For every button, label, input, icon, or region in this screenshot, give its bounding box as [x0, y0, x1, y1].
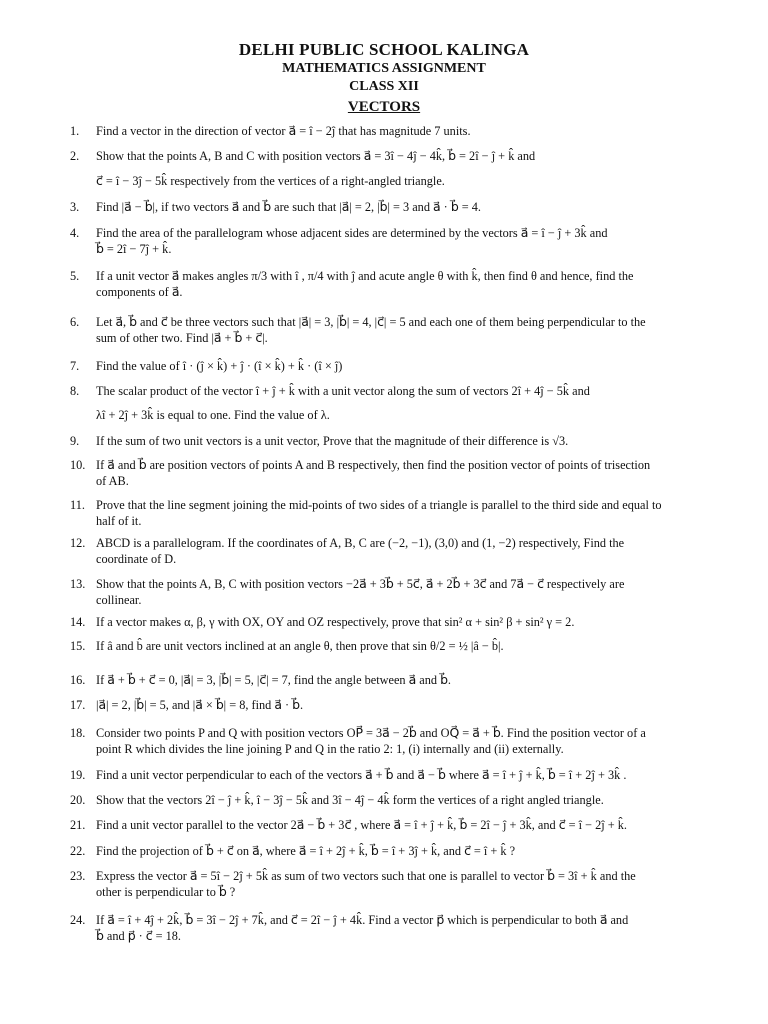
question-line: Find the projection of b⃗ + c⃗ on a⃗, where a⃗ = î + 2ĵ + k̂, b⃗ = î + 3ĵ + k̂, and c⃗ = î + k̂ ?	[96, 844, 516, 858]
question-line: Show that the vectors 2î − ĵ + k̂, î − 3ĵ − 5k̂ and 3î − 4ĵ − 4k̂ form the vertices of a right angled triangle.	[96, 793, 604, 807]
question-number: 6.	[70, 315, 80, 329]
question-line: b⃗ = 2î − 7ĵ + k̂.	[96, 242, 172, 256]
question-line: If a vector makes α, β, γ with OX, OY and OZ respectively, prove that sin² α + sin² β + sin² γ = 2.	[96, 615, 575, 629]
question-text	[96, 725, 694, 757]
question-line: If a⃗ = î + 4ĵ + 2k̂, b⃗ = 3î − 2ĵ + 7k̂, and c⃗ = 2î − ĵ + 4k̂. Find a vector p⃗ which is perpendicular to both a⃗ and	[96, 913, 629, 927]
question-line: Find a unit vector perpendicular to each of the vectors a⃗ + b⃗ and a⃗ − b⃗ where a⃗ = î + ĵ + k̂, b⃗ = î + 2ĵ + 3k̂ .	[96, 768, 627, 782]
question-number: 13.	[70, 577, 86, 591]
question-text	[96, 817, 694, 833]
question-line: collinear.	[96, 593, 142, 607]
question-line: Consider two points P and Q with position vectors OP⃗ = 3a⃗ − 2b⃗ and OQ⃗ = a⃗ + b⃗. Find the position vector of a	[96, 726, 646, 740]
question-line: If the sum of two unit vectors is a unit vector, Prove that the magnitude of their difference is √3.	[96, 434, 569, 448]
question-number: 1.	[70, 124, 80, 138]
question-number: 22.	[70, 844, 86, 858]
question-number: 20.	[70, 793, 86, 807]
question-text	[96, 383, 694, 423]
question-text	[96, 912, 694, 944]
question-number: 4.	[70, 226, 80, 240]
question-number: 18.	[70, 726, 86, 740]
question-number: 12.	[70, 536, 86, 550]
question-text	[96, 457, 694, 489]
question-line: |a⃗| = 2, |b⃗| = 5, and |a⃗ × b⃗| = 8, find a⃗ · b⃗.	[96, 698, 304, 712]
question-number: 17.	[70, 698, 86, 712]
question-text	[96, 697, 694, 713]
question-number: 2.	[70, 149, 80, 163]
question-text	[96, 433, 694, 449]
question-number: 15.	[70, 639, 86, 653]
question-line: Prove that the line segment joining the mid-points of two sides of a triangle is parallel to the third side and equal to	[96, 498, 662, 512]
question-line: The scalar product of the vector î + ĵ + k̂ with a unit vector along the sum of vectors 2î + 4ĵ − 5k̂ and	[96, 384, 590, 398]
question-number: 23.	[70, 869, 86, 883]
question-number: 7.	[70, 359, 80, 373]
question-text	[96, 268, 694, 300]
question-text	[96, 638, 694, 654]
topic-title: VECTORS	[347, 99, 421, 115]
question-text	[96, 497, 694, 529]
question-text	[96, 614, 694, 630]
question-line: ABCD is a parallelogram. If the coordinates of A, B, C are (−2, −1), (3,0) and (1, −2) respectively, Find the	[96, 536, 625, 550]
question-line: c⃗ = î − 3ĵ − 5k̂ respectively from the vertices of a right-angled triangle.	[96, 174, 445, 188]
question-text	[96, 358, 694, 374]
question-number: 16.	[70, 673, 86, 687]
question-line: half of it.	[96, 514, 142, 528]
question-text	[96, 314, 694, 346]
question-line: coordinate of D.	[96, 552, 177, 566]
question-number: 3.	[70, 200, 80, 214]
question-line: Show that the points A, B, C with position vectors −2a⃗ + 3b⃗ + 5c⃗, a⃗ + 2b⃗ + 3c⃗ and 7a⃗ − c⃗ respectively are	[96, 577, 625, 591]
question-line: sum of other two. Find |a⃗ + b⃗ + c⃗|.	[96, 331, 268, 345]
question-number: 19.	[70, 768, 86, 782]
question-line: If a⃗ + b⃗ + c⃗ = 0, |a⃗| = 3, |b⃗| = 5, |c⃗| = 7, find the angle between a⃗ and b⃗.	[96, 673, 451, 687]
question-number: 14.	[70, 615, 86, 629]
assignment-subject: MATHEMATICS ASSIGNMENT	[282, 61, 486, 76]
question-line: Express the vector a⃗ = 5î − 2ĵ + 5k̂ as sum of two vectors such that one is parallel to vector b⃗ = 3î + k̂ and the	[96, 869, 636, 883]
question-number: 8.	[70, 384, 80, 398]
question-line: Find the area of the parallelogram whose adjacent sides are determined by the vectors a⃗ = î − ĵ + 3k̂ and	[96, 226, 608, 240]
question-line: Find the value of î · (ĵ × k̂) + ĵ · (î × k̂) + k̂ · (î × ĵ)	[96, 359, 343, 373]
question-text	[96, 672, 694, 688]
question-line: Find a unit vector parallel to the vector 2a⃗ − b⃗ + 3c⃗ , where a⃗ = î + ĵ + k̂, b⃗ = 2î − ĵ + 3k̂, and c⃗ = î − 2ĵ + k̂.	[96, 818, 627, 832]
school-name: DELHI PUBLIC SCHOOL KALINGA	[238, 40, 530, 59]
question-line: Show that the points A, B and C with position vectors a⃗ = 3î − 4ĵ − 4k̂, b⃗ = 2î − ĵ + k̂ and	[96, 149, 536, 163]
question-line: If a⃗ and b⃗ are position vectors of points A and B respectively, then find the position vector of points of trisection	[96, 458, 651, 472]
question-line: If a unit vector a⃗ makes angles π/3 with î , π/4 with ĵ and acute angle θ with k̂, then find θ and hence, find the	[96, 269, 634, 283]
question-line: If â and b̂ are unit vectors inclined at an angle θ, then prove that sin θ/2 = ½ |â − b̂|.	[96, 639, 504, 653]
question-number: 24.	[70, 913, 86, 927]
question-line: other is perpendicular to b⃗ ?	[96, 885, 236, 899]
question-line: point R which divides the line joining P and Q in the ratio 2: 1, (i) internally and (ii) externally.	[96, 742, 564, 756]
question-text	[96, 123, 694, 139]
question-number: 11.	[70, 498, 85, 512]
question-text	[96, 225, 694, 257]
question-text	[96, 868, 694, 900]
question-number: 21.	[70, 818, 86, 832]
question-line: Find |a⃗ − b⃗|, if two vectors a⃗ and b⃗ are such that |a⃗| = 2, |b⃗| = 3 and a⃗ · b⃗ = 4.	[96, 200, 481, 214]
question-text	[96, 576, 694, 608]
question-number: 5.	[70, 269, 80, 283]
question-text	[96, 792, 694, 808]
question-line: Let a⃗, b⃗ and c⃗ be three vectors such that |a⃗| = 3, |b⃗| = 4, |c⃗| = 5 and each one of them being perpendicular to the	[96, 315, 646, 329]
question-text	[96, 148, 694, 189]
question-number: 10.	[70, 458, 86, 472]
question-text	[96, 843, 694, 859]
question-number: 9.	[70, 434, 80, 448]
question-text	[96, 767, 694, 783]
question-line: components of a⃗.	[96, 285, 183, 299]
class-label: CLASS XII	[349, 79, 419, 94]
question-line: λî + 2ĵ + 3k̂ is equal to one. Find the value of λ.	[96, 408, 330, 422]
question-line: of AB.	[96, 474, 129, 488]
question-text	[96, 535, 694, 567]
question-text	[96, 199, 694, 215]
question-line: Find a vector in the direction of vector a⃗ = î − 2ĵ that has magnitude 7 units.	[96, 124, 471, 138]
question-line: b⃗ and p⃗ · c⃗ = 18.	[96, 929, 181, 943]
